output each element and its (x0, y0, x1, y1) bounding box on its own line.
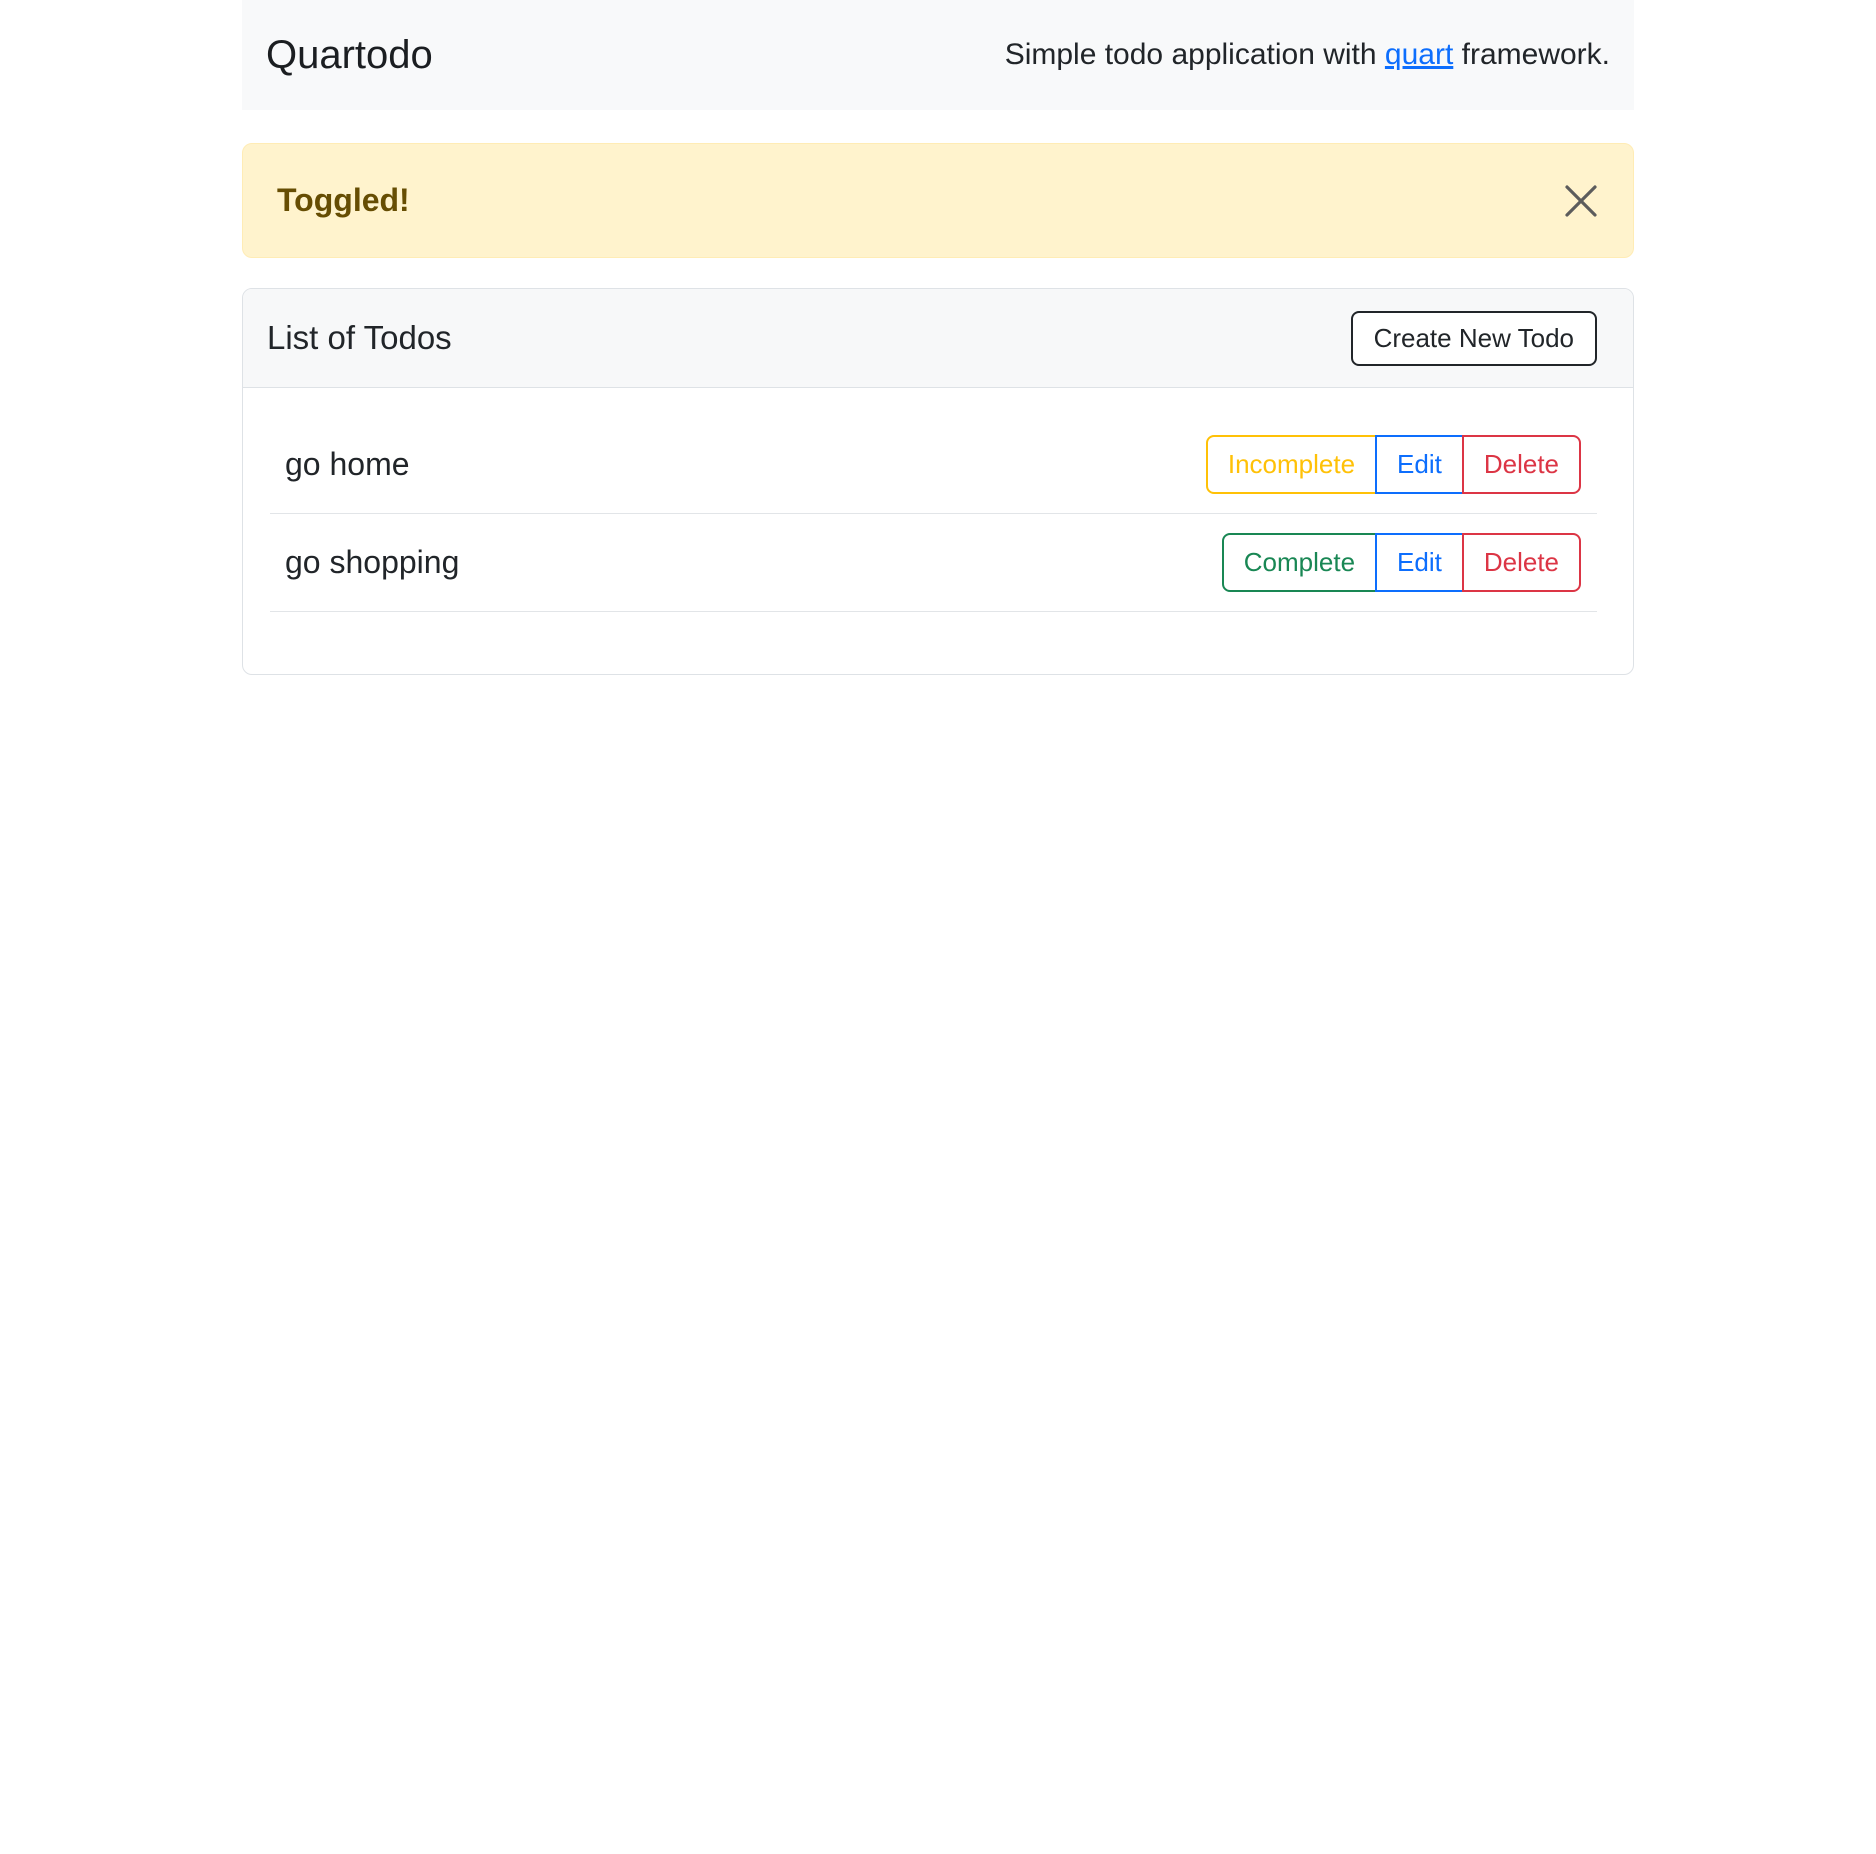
delete-button[interactable]: Delete (1462, 435, 1581, 494)
alert-message: Toggled! (277, 182, 410, 218)
toggle-status-button[interactable]: Complete (1222, 533, 1377, 592)
todo-actions (1222, 533, 1581, 592)
todo-list (243, 388, 1633, 674)
page-title: Quartodo (266, 32, 433, 77)
app-container (242, 0, 1634, 675)
todo-list-card (242, 288, 1634, 675)
tagline-suffix: framework. (1453, 38, 1610, 71)
todo-actions (1206, 435, 1581, 494)
delete-button[interactable]: Delete (1462, 533, 1581, 592)
app-header (242, 0, 1634, 110)
todo-row (270, 416, 1597, 514)
tagline-prefix: Simple todo application with (1004, 38, 1385, 71)
toggled-alert (242, 143, 1634, 258)
edit-button[interactable]: Edit (1375, 435, 1464, 494)
toggle-status-button[interactable]: Incomplete (1206, 435, 1377, 494)
todo-text: go home (285, 446, 410, 482)
alert-close-button[interactable] (1559, 179, 1603, 223)
close-icon (1564, 184, 1598, 218)
create-new-todo-button[interactable]: Create New Todo (1351, 311, 1597, 366)
quart-link[interactable]: quart (1384, 38, 1454, 71)
todo-card-header (243, 289, 1633, 388)
todo-row (270, 514, 1597, 612)
todo-text: go shopping (285, 544, 460, 580)
edit-button[interactable]: Edit (1375, 533, 1464, 592)
card-title: List of Todos (267, 319, 452, 356)
app-tagline (1005, 38, 1610, 72)
